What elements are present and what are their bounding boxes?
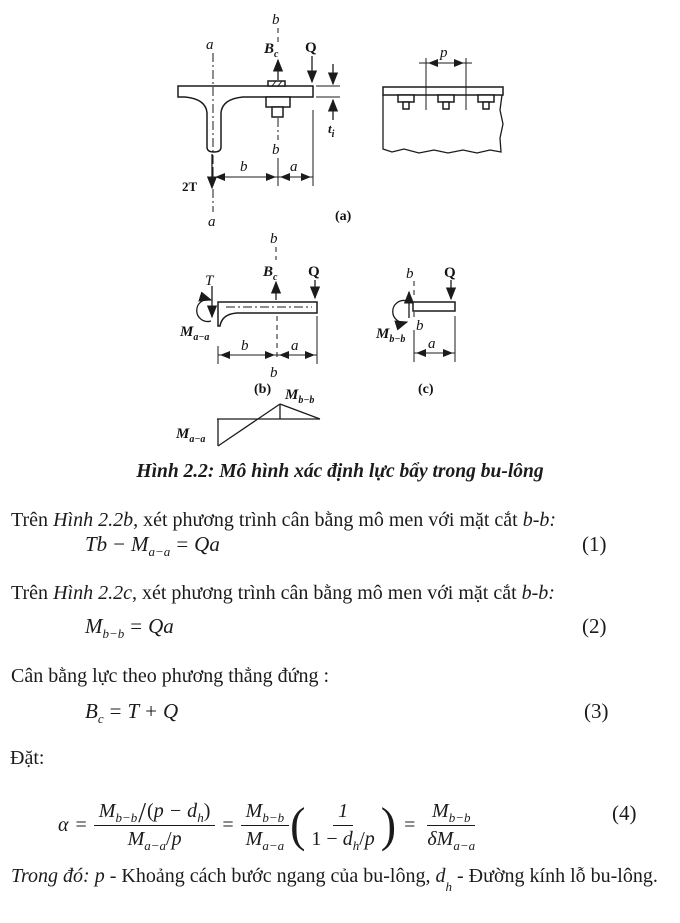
p1-run4: b-b: bbox=[522, 509, 557, 531]
eq4-f4n-M-sub: b−b bbox=[448, 809, 471, 825]
diagram-maa-label bbox=[175, 426, 205, 445]
figure-panel-c bbox=[375, 265, 456, 397]
eq4-f2n-M-sub: b−b bbox=[262, 809, 285, 825]
moment-arc bbox=[393, 301, 407, 323]
p5-run4-sub: h bbox=[445, 879, 452, 894]
eq4-equals-3: = bbox=[404, 813, 416, 836]
bolt-shank bbox=[483, 102, 489, 109]
p2-run1: Trên bbox=[11, 582, 54, 604]
paragraph-2 bbox=[11, 580, 671, 607]
eq4-f1n-d-sub: h bbox=[197, 809, 204, 825]
force-bc-main: B bbox=[264, 41, 275, 57]
moment-mbb-label bbox=[375, 326, 405, 345]
eq2-Qa: Qa bbox=[148, 614, 174, 638]
eq4-f2d-M: M bbox=[245, 827, 263, 850]
eq4-frac4-denominator bbox=[422, 826, 480, 851]
panel-c-tag: (c) bbox=[418, 382, 434, 397]
force-q-label: Q bbox=[308, 264, 320, 280]
diagram-maa-main: M bbox=[176, 426, 190, 442]
dim-a-label: a bbox=[428, 336, 436, 352]
bolt-head bbox=[398, 95, 414, 102]
eq4-f3d-d-sub: h bbox=[352, 837, 360, 853]
p2-run3: , xét phương trình cân bằng mô men với mặt cắt bbox=[131, 582, 522, 604]
moment-maa-sub: a−a bbox=[193, 332, 210, 343]
eq3-plus: + bbox=[145, 699, 157, 723]
eq4-f1n-slash: / bbox=[138, 797, 147, 829]
eq4-equals-2: = bbox=[222, 813, 234, 836]
washer bbox=[268, 81, 285, 86]
diagram-mbb-label bbox=[284, 387, 314, 406]
figure-moment-diagram bbox=[175, 387, 320, 446]
section-b-top-label: b bbox=[272, 12, 280, 28]
eq4-f2d-M-sub: a−a bbox=[262, 837, 285, 853]
bolt-group bbox=[398, 95, 494, 109]
moment-maa-label bbox=[179, 324, 209, 343]
p5-run4: d bbox=[435, 865, 446, 887]
eq4-f3d-p: p bbox=[364, 827, 375, 850]
section-b-top-label: b bbox=[270, 231, 278, 247]
eq4-frac1-denominator bbox=[123, 826, 187, 851]
diagram-mbb-main: M bbox=[285, 387, 299, 403]
eq2-M-sub: b−b bbox=[102, 626, 125, 641]
thickness-sub: i bbox=[331, 129, 335, 140]
dim-a-label: a bbox=[291, 338, 299, 354]
force-q-label: Q bbox=[305, 40, 317, 56]
figure-panel-a bbox=[178, 12, 352, 230]
equation-4-number: (4) bbox=[612, 801, 637, 825]
eq4-frac4-numerator bbox=[427, 800, 475, 826]
equation-2 bbox=[85, 614, 174, 641]
section-b-bottom-label: b bbox=[272, 142, 280, 158]
equation-3-number: (3) bbox=[584, 699, 609, 723]
eq4-fraction-1 bbox=[94, 797, 216, 853]
t-stub-outline bbox=[178, 86, 313, 152]
paragraph-5 bbox=[11, 862, 673, 897]
figure-caption: Hình 2.2: Mô hình xác định lực bẩy trong bu-lông bbox=[136, 461, 544, 482]
eq4-f4n-M: M bbox=[432, 799, 449, 822]
force-2t-label: 2T bbox=[182, 179, 198, 194]
section-b-bottom-label: b bbox=[270, 365, 278, 381]
eq3-B: B bbox=[85, 699, 98, 723]
eq4-fraction-2 bbox=[241, 800, 289, 851]
eq4-f1d-p: p bbox=[171, 827, 182, 850]
bolt-head bbox=[478, 95, 494, 102]
force-bc-label bbox=[262, 264, 278, 283]
eq3-Q: Q bbox=[162, 699, 179, 723]
eq2-M: M bbox=[85, 614, 103, 638]
eq3-B-sub: c bbox=[97, 711, 104, 726]
p2-run2: Hình 2.2c bbox=[53, 582, 132, 604]
p1-run1: Trên bbox=[11, 509, 54, 531]
equation-3 bbox=[85, 699, 179, 726]
dim-a-label: a bbox=[290, 159, 298, 175]
eq1-Tb: Tb bbox=[85, 532, 108, 556]
eq4-f3n-one: 1 bbox=[338, 799, 349, 822]
eq4-frac3-denominator bbox=[306, 826, 379, 851]
eq4-f3d-slash: / bbox=[359, 827, 365, 850]
figure-panel-a-bolt-row bbox=[383, 45, 503, 153]
section-a-top-label: a bbox=[206, 37, 214, 53]
moment-arc bbox=[197, 300, 211, 322]
diagram-mbb-sub: b−b bbox=[298, 395, 315, 406]
pitch-label: p bbox=[440, 45, 448, 61]
paragraph-1 bbox=[11, 507, 671, 534]
p5-run1: Trong đó: bbox=[11, 865, 95, 887]
equation-1 bbox=[85, 532, 220, 559]
moment-mbb-main: M bbox=[376, 326, 390, 342]
section-b-top-label: b bbox=[406, 266, 414, 282]
eq4-f4d-M-sub: a−a bbox=[453, 837, 476, 853]
thickness-main: t bbox=[328, 121, 332, 136]
section-b-bottom-label: b bbox=[416, 318, 424, 334]
eq4-frac1-numerator bbox=[94, 797, 216, 829]
moment-maa-main: M bbox=[180, 324, 194, 340]
eq4-f2n-M: M bbox=[245, 799, 263, 822]
eq4-frac3-numerator bbox=[333, 800, 353, 826]
eq4-f3d-one-minus: 1 − bbox=[311, 827, 343, 850]
eq4-frac2-denominator bbox=[241, 826, 289, 851]
eq3-T: T bbox=[127, 699, 140, 723]
dim-b-label: b bbox=[240, 159, 248, 175]
thickness-label bbox=[328, 121, 335, 140]
eq4-f1n-M: M bbox=[98, 799, 116, 822]
equation-1-number: (1) bbox=[582, 532, 607, 556]
eq4-f1n-close-paren: ) bbox=[203, 799, 211, 822]
diagram-falling-line bbox=[280, 404, 320, 419]
figure-2-2 bbox=[0, 0, 680, 460]
p2-run4: b-b: bbox=[521, 582, 555, 604]
eq4-fraction-3 bbox=[306, 800, 379, 851]
eq1-minus: − bbox=[113, 532, 126, 556]
force-bc-main: B bbox=[263, 264, 274, 280]
paragraph-3: Cân bằng lực theo phương thẳng đứng : bbox=[11, 665, 330, 687]
equation-2-number: (2) bbox=[582, 614, 607, 638]
bolt-head bbox=[266, 97, 290, 107]
p5-run2: p bbox=[94, 865, 105, 887]
force-bc-sub: c bbox=[273, 272, 278, 283]
diagram-rising-line bbox=[218, 404, 280, 446]
eq1-M: M bbox=[131, 532, 149, 556]
p5-run5: - Đường kính lỗ bu-lông. bbox=[452, 865, 658, 887]
force-q-label: Q bbox=[444, 265, 456, 281]
eq4-frac2-numerator bbox=[241, 800, 289, 826]
p1-run3: , xét phương trình cân bằng mô men với mặt cắt bbox=[133, 509, 523, 531]
eq4-f3d-d: d bbox=[342, 827, 353, 850]
diagram-maa-sub: a−a bbox=[189, 434, 206, 445]
eq3-equals: = bbox=[109, 699, 122, 723]
eq4-f1d-M-sub: a−a bbox=[144, 837, 167, 853]
eq4-f4d-M: M bbox=[436, 827, 454, 850]
eq4-f1n-open-paren: ( bbox=[147, 799, 154, 822]
eq4-f1n-M-sub: b−b bbox=[115, 809, 138, 825]
eq4-f1d-M: M bbox=[127, 827, 145, 850]
bolt-shank bbox=[443, 102, 449, 109]
force-bc-label bbox=[263, 41, 279, 60]
force-bc-sub: c bbox=[274, 49, 279, 60]
eq4-f4d-delta: δ bbox=[427, 827, 437, 850]
eq4-equals-1: = bbox=[75, 813, 87, 836]
paragraph-4: Đặt: bbox=[10, 747, 45, 769]
bolt-shank bbox=[272, 107, 283, 117]
panel-b-tag: (b) bbox=[254, 382, 272, 397]
eq4-f1n-p-minus-d: p − d bbox=[153, 799, 198, 822]
eq1-M-sub: a−a bbox=[148, 544, 171, 559]
bolt-shank bbox=[403, 102, 409, 109]
force-t-label: T bbox=[205, 273, 214, 289]
eq4-f1d-slash: / bbox=[166, 827, 172, 850]
flange-bar bbox=[413, 302, 455, 311]
section-a-bottom-label: a bbox=[208, 214, 216, 230]
flange-bar bbox=[218, 302, 317, 326]
equation-4: α = $\frac{M_{b-b}/(p - d_h)}{M_{a-a}/p}$ = $\frac{M_{b-b}}{M_{a-a}}$ ( $\frac{1}{1 - d_h/p}$ ) = $\frac{M_{b-b}}{\delta M_{a-a}}$ bbox=[58, 785, 480, 865]
panel-a-tag: (a) bbox=[335, 209, 352, 224]
eq4-fraction-4 bbox=[422, 800, 480, 851]
moment-mbb-sub: b−b bbox=[389, 334, 406, 345]
flange-strip bbox=[383, 87, 503, 95]
eq2-equals: = bbox=[130, 614, 143, 638]
eq1-equals: = bbox=[176, 532, 189, 556]
p1-run2: Hình 2.2b bbox=[53, 509, 134, 531]
bolt-head bbox=[438, 95, 454, 102]
p5-run3: - Khoảng cách bước ngang của bu-lông, bbox=[104, 865, 436, 887]
eq1-Qa: Qa bbox=[194, 532, 220, 556]
dim-b-label: b bbox=[241, 338, 249, 354]
eq4-alpha: α bbox=[58, 813, 69, 836]
figure-panel-b bbox=[179, 231, 320, 397]
